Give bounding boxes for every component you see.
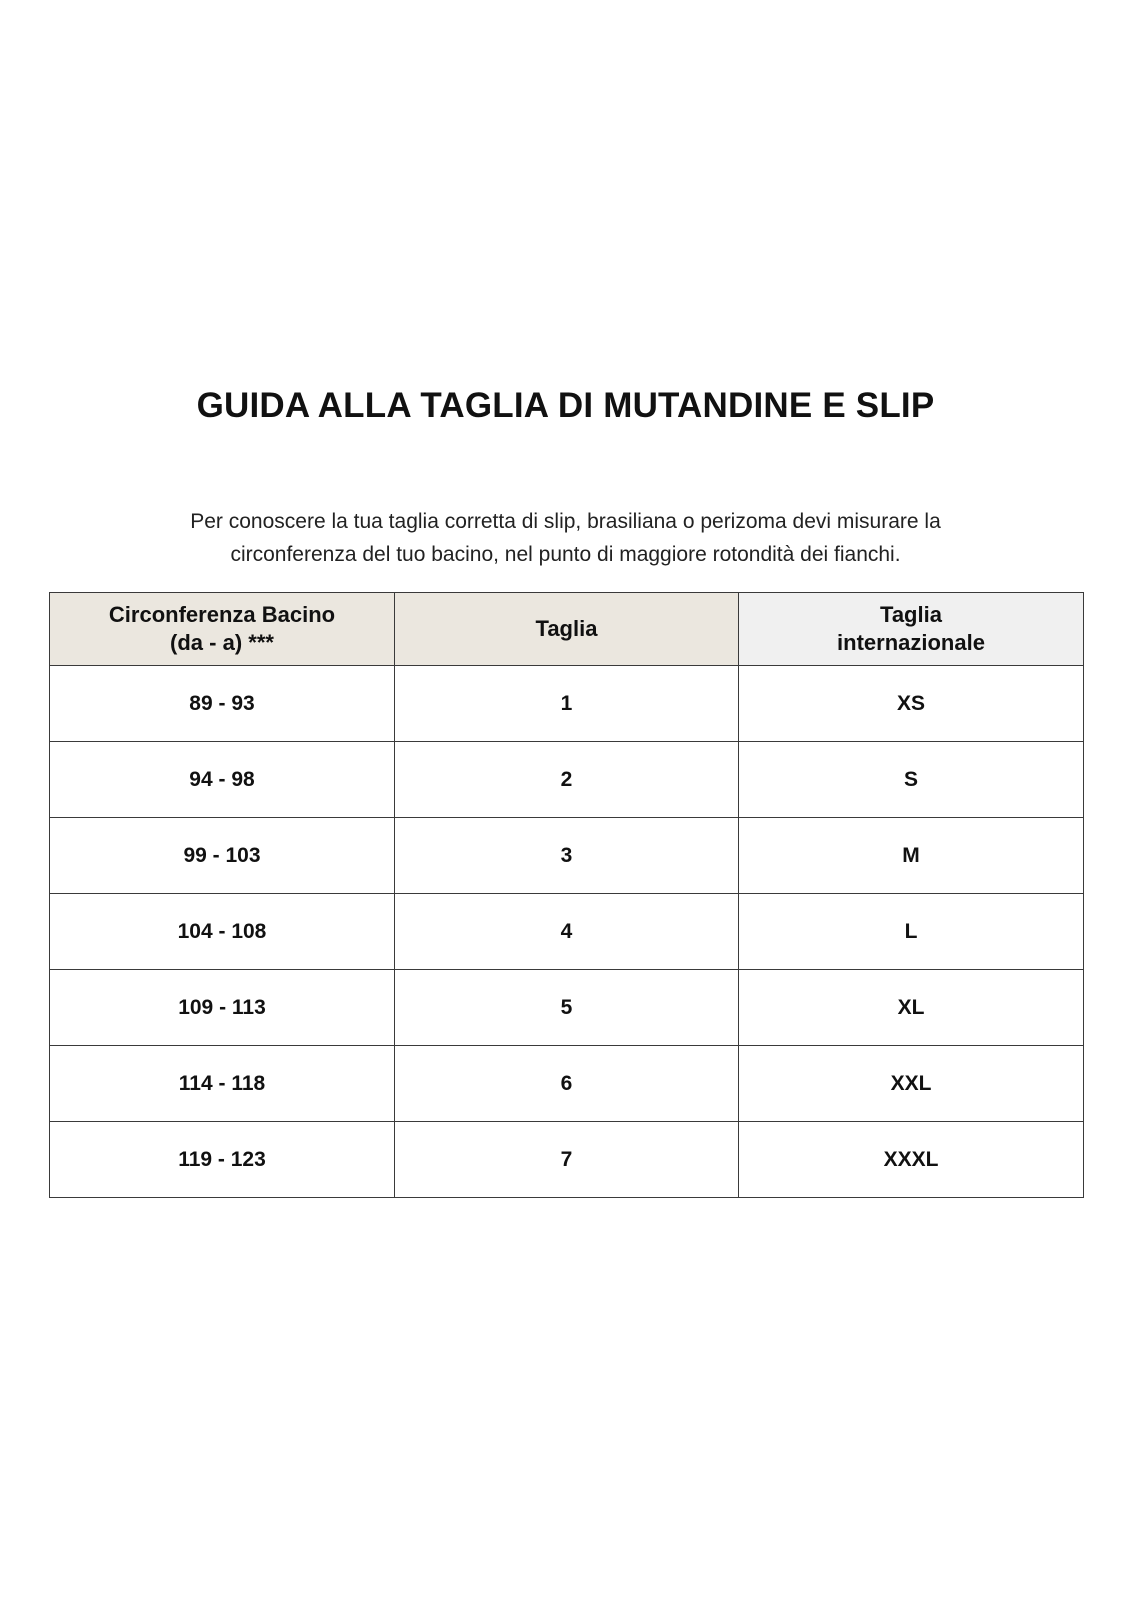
cell-hip-range: 119 - 123	[50, 1122, 395, 1198]
table-row	[50, 894, 1084, 970]
header-label: Taglia	[880, 602, 942, 627]
intro-line: circonferenza del tuo bacino, nel punto di maggiore rotondità dei fianchi.	[230, 543, 901, 566]
table-row	[50, 1122, 1084, 1198]
header-label: Taglia	[535, 616, 598, 641]
cell-size: 1	[395, 666, 739, 742]
cell-hip-range: 99 - 103	[50, 818, 395, 894]
cell-size: 7	[395, 1122, 739, 1198]
intro-line: Per conoscere la tua taglia corretta di slip, brasiliana o perizoma devi misurare la	[190, 510, 941, 533]
cell-size: 5	[395, 970, 739, 1046]
cell-size: 3	[395, 818, 739, 894]
cell-size: 2	[395, 742, 739, 818]
cell-international-size: XL	[739, 970, 1084, 1046]
cell-hip-range: 109 - 113	[50, 970, 395, 1046]
header-hip-circumference	[50, 593, 395, 666]
header-label: (da - a) ***	[170, 630, 274, 655]
header-international-size	[739, 593, 1084, 666]
cell-international-size: XS	[739, 666, 1084, 742]
table-row	[50, 818, 1084, 894]
cell-international-size: XXL	[739, 1046, 1084, 1122]
size-table	[49, 592, 1084, 1198]
cell-international-size: S	[739, 742, 1084, 818]
cell-hip-range: 89 - 93	[50, 666, 395, 742]
cell-international-size: XXXL	[739, 1122, 1084, 1198]
header-size	[395, 593, 739, 666]
cell-hip-range: 104 - 108	[50, 894, 395, 970]
cell-international-size: L	[739, 894, 1084, 970]
cell-international-size: M	[739, 818, 1084, 894]
table-header-row	[50, 593, 1084, 666]
table-row	[50, 1046, 1084, 1122]
cell-size: 6	[395, 1046, 739, 1122]
header-label: Circonferenza Bacino	[108, 602, 336, 627]
cell-size: 4	[395, 894, 739, 970]
table-row	[50, 970, 1084, 1046]
intro-paragraph	[100, 505, 1031, 571]
cell-hip-range: 114 - 118	[50, 1046, 395, 1122]
table-row	[50, 666, 1084, 742]
page-title: GUIDA ALLA TAGLIA DI MUTANDINE E SLIP	[196, 386, 935, 425]
header-label: internazionale	[837, 630, 985, 655]
cell-hip-range: 94 - 98	[50, 742, 395, 818]
table-row	[50, 742, 1084, 818]
